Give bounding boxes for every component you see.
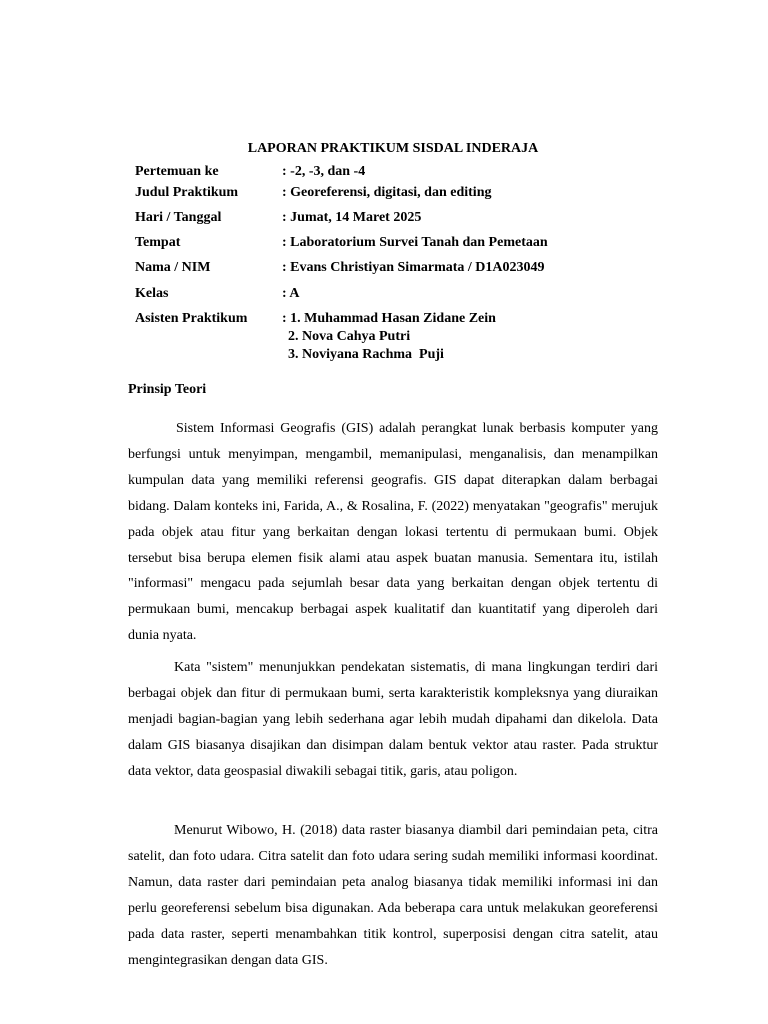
practicum-title-value: : Georeferensi, digitasi, dan editing — [282, 185, 492, 200]
section-heading: Prinsip Teori — [128, 382, 207, 397]
place-value: : Laboratorium Survei Tanah dan Pemetaan — [282, 235, 548, 250]
meeting-label: Pertemuan ke — [135, 164, 219, 179]
date-label: Hari / Tanggal — [135, 210, 222, 225]
name-label: Nama / NIM — [135, 260, 211, 275]
assistant-item: 3. Noviyana Rachma Puji — [288, 347, 444, 362]
meeting-value: : -2, -3, dan -4 — [282, 164, 366, 179]
body-paragraph: Sistem Informasi Geografis (GIS) adalah perangkat lunak berbasis komputer yang berfungsi untuk menyimpan, mengambil, memanipulasi, menganalisis, dan menampilkan kumpulan data yang memiliki referensi geografis. GIS dapat diterapkan dalam berbagai bidang. Dalam konteks ini, Farida, A., & Rosalina, F. (2022) menyatakan "geografis" merujuk pada objek atau fitur yang berkaitan dengan lokasi tertentu di permukaan bumi. Objek tersebut bisa berupa elemen fisik alami atau aspek buatan manusia. Sementara itu, istilah "informasi" mengacu pada sejumlah besar data yang berkaitan dengan objek tertentu di permukaan bumi, mencakup berbagai aspek kualitatif dan kuantitatif yang diperoleh dari dunia nyata. — [128, 421, 658, 644]
class-label: Kelas — [135, 286, 169, 301]
body-paragraph: Kata "sistem" menunjukkan pendekatan sistematis, di mana lingkungan terdiri dari berbagai objek dan fitur di permukaan bumi, serta karakteristik kompleksnya yang diuraikan menjadi bagian-bagian yang lebih sederhana agar lebih mudah dipahami dan dikelola. Data dalam GIS biasanya disajikan dan disimpan dalam bentuk vektor atau raster. Pada struktur data vektor, data geospasial diwakili sebagai titik, garis, atau poligon. — [128, 660, 658, 779]
body-paragraph: Menurut Wibowo, H. (2018) data raster biasanya diambil dari pemindaian peta, citra satelit, dan foto udara. Citra satelit dan foto udara sering sudah memiliki informasi koordinat. Namun, data raster dari pemindaian peta analog biasanya tidak memiliki informasi ini dan perlu georeferensi sebelum bisa digunakan. Ada beberapa cara untuk melakukan georeferensi pada data raster, seperti menambahkan titik kontrol, superposisi dengan citra satelit, atau mengintegrasikan dengan data GIS. — [128, 823, 658, 968]
name-value: : Evans Christiyan Simarmata / D1A023049 — [282, 260, 545, 275]
assistant-item: 2. Nova Cahya Putri — [288, 329, 411, 344]
place-label: Tempat — [135, 235, 181, 250]
assistants-label: Asisten Praktikum — [135, 311, 248, 326]
date-value: : Jumat, 14 Maret 2025 — [282, 210, 422, 225]
document-title: LAPORAN PRAKTIKUM SISDAL INDERAJA — [247, 141, 539, 156]
class-value: : A — [282, 286, 300, 301]
assistant-item: : 1. Muhammad Hasan Zidane Zein — [282, 311, 496, 326]
practicum-title-label: Judul Praktikum — [135, 185, 239, 200]
